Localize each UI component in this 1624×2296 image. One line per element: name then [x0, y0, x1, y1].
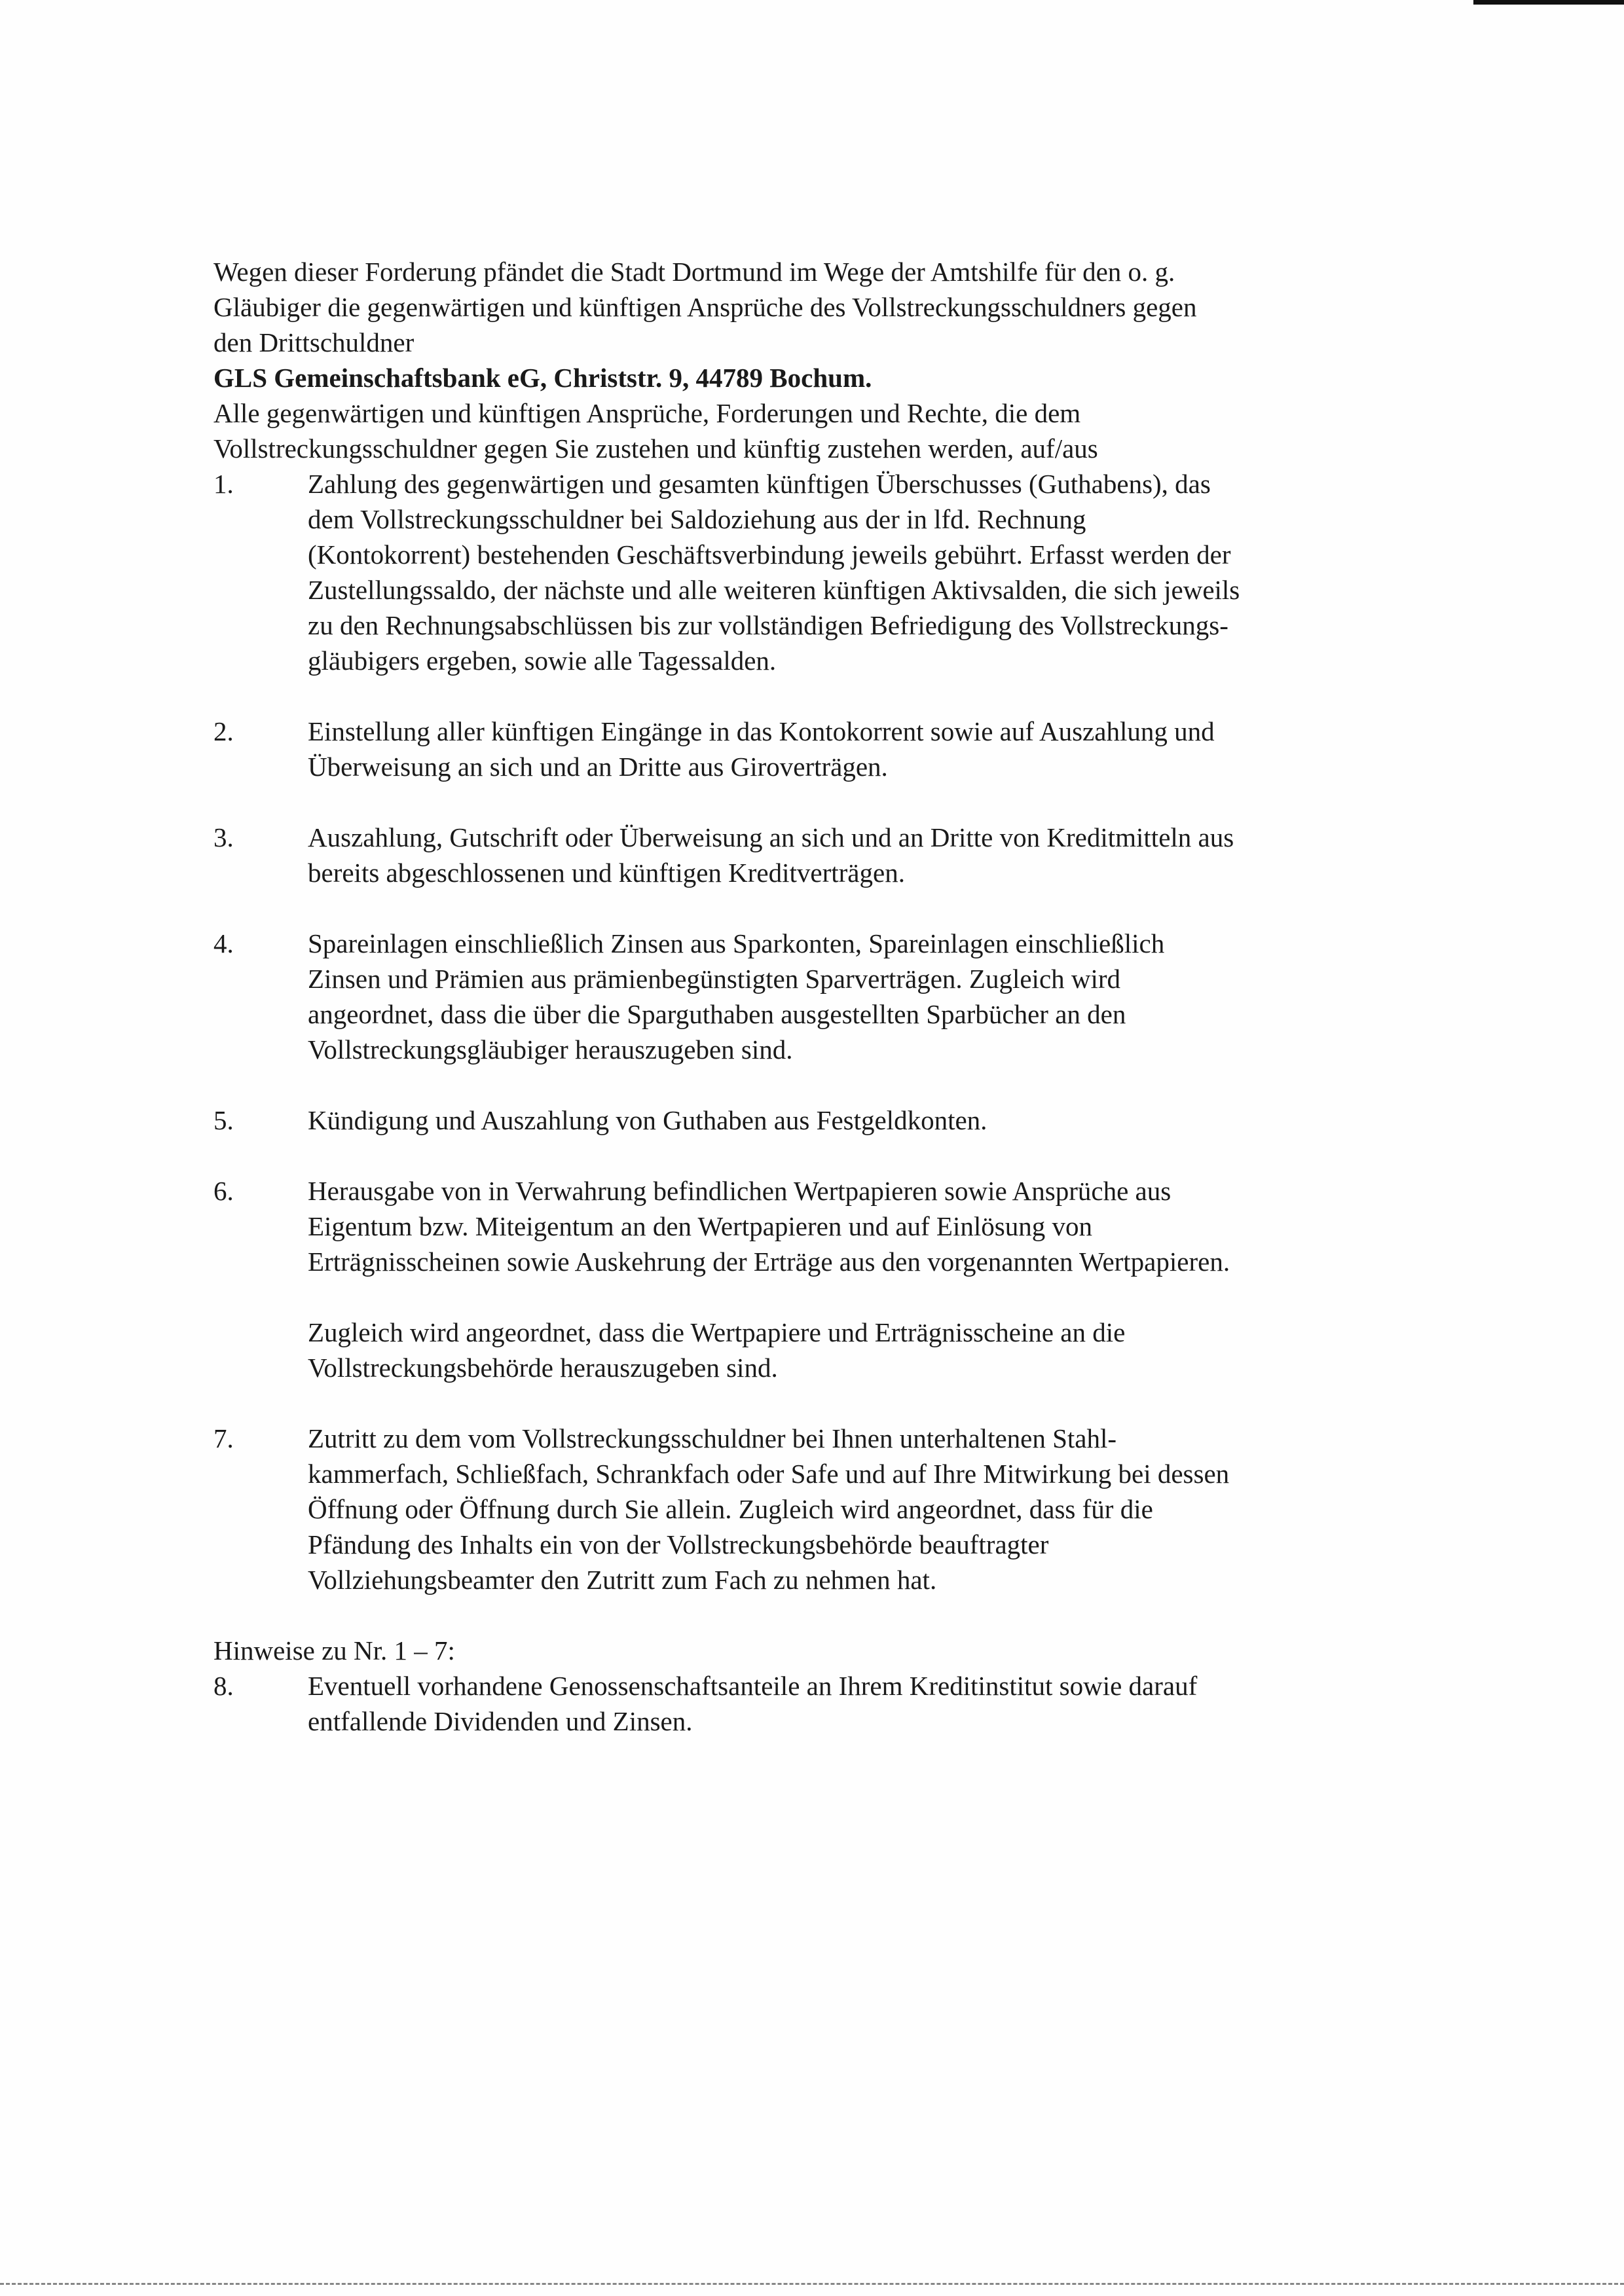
claims-intro-line: Alle gegenwärtigen und künftigen Ansprüche, Forderungen und Rechte, die dem: [213, 398, 1081, 428]
intro-paragraph: [213, 254, 1405, 360]
item-line: bereits abgeschlossenen und künftigen Kreditverträgen.: [308, 858, 905, 888]
item-number: [213, 1315, 308, 1385]
item-line: Zustellungssaldo, der nächste und alle weiteren künftigen Aktivsalden, die sich jeweils: [308, 575, 1240, 605]
item-line: Auszahlung, Gutschrift oder Überweisung an sich und an Dritte von Kreditmitteln aus: [308, 822, 1234, 852]
item-text: [308, 714, 1405, 784]
item-number: 3.: [213, 822, 234, 852]
item-text: [308, 1315, 1405, 1385]
item-line: Erträgnisscheinen sowie Auskehrung der Erträge aus den vorgenannten Wertpapieren.: [308, 1247, 1230, 1277]
list-item-1: [213, 466, 1405, 678]
item-line: Einstellung aller künftigen Eingänge in das Kontokorrent sowie auf Auszahlung und: [308, 716, 1215, 746]
notes-heading: Hinweise zu Nr. 1 – 7:: [213, 1635, 455, 1666]
item-line: entfallende Dividenden und Zinsen.: [308, 1706, 693, 1736]
item-line: Vollstreckungsgläubiger herauszugeben sind.: [308, 1034, 793, 1065]
item-line: Eigentum bzw. Miteigentum an den Wertpapieren und auf Einlösung von: [308, 1211, 1092, 1241]
bank-heading: GLS Gemeinschaftsbank eG, Christstr. 9, 44789 Bochum.: [213, 363, 872, 393]
document-body: [213, 254, 1405, 1774]
claims-intro-paragraph: [213, 395, 1405, 466]
item-text: [308, 1668, 1405, 1739]
item-number: 8.: [213, 1671, 234, 1701]
item-line: angeordnet, dass die über die Sparguthaben ausgestellten Sparbücher an den: [308, 999, 1126, 1029]
item-line: Überweisung an sich und an Dritte aus Giroverträgen.: [308, 752, 888, 782]
item-text: [308, 1102, 1405, 1138]
item-line: Pfändung des Inhalts ein von der Vollstreckungsbehörde beauftragter: [308, 1529, 1049, 1559]
item-line: zu den Rechnungsabschlüssen bis zur vollständigen Befriedigung des Vollstreckungs-: [308, 610, 1228, 640]
item-number: 1.: [213, 469, 234, 499]
item-text: [308, 926, 1405, 1067]
scan-bottom-edge: [0, 2283, 1624, 2287]
scan-edge-mark: [1473, 0, 1624, 5]
item-text: [308, 1421, 1405, 1597]
item-line: gläubigers ergeben, sowie alle Tagessalden.: [308, 646, 777, 676]
item-text: [308, 1173, 1405, 1279]
list-item-8: [213, 1668, 1405, 1739]
item-text: [308, 466, 1405, 678]
item-line: Vollstreckungsbehörde herauszugeben sind.: [308, 1353, 778, 1383]
list-item-6-addendum: [213, 1315, 1405, 1385]
list-item-6: [213, 1173, 1405, 1279]
list-item-5: [213, 1102, 1405, 1138]
list-item-4: [213, 926, 1405, 1067]
item-number: 6.: [213, 1176, 234, 1206]
intro-line: Gläubiger die gegenwärtigen und künftigen Ansprüche des Vollstreckungsschuldners gegen: [213, 292, 1197, 322]
item-line: Zahlung des gegenwärtigen und gesamten künftigen Überschusses (Guthabens), das: [308, 469, 1211, 499]
item-line: Zutritt zu dem vom Vollstreckungsschuldner bei Ihnen unterhaltenen Stahl-: [308, 1423, 1117, 1453]
list-item-2: [213, 714, 1405, 784]
list-item-7: [213, 1421, 1405, 1597]
item-number: 2.: [213, 716, 234, 746]
list-item-3: [213, 820, 1405, 890]
item-line: Spareinlagen einschließlich Zinsen aus Sparkonten, Spareinlagen einschließlich: [308, 928, 1165, 958]
item-line: (Kontokorrent) bestehenden Geschäftsverbindung jeweils gebührt. Erfasst werden der: [308, 539, 1231, 570]
intro-line: den Drittschuldner: [213, 327, 415, 357]
item-line: Zinsen und Prämien aus prämienbegünstigten Sparverträgen. Zugleich wird: [308, 964, 1121, 994]
item-number: 7.: [213, 1423, 234, 1453]
item-line: Herausgabe von in Verwahrung befindlichen Wertpapieren sowie Ansprüche aus: [308, 1176, 1172, 1206]
item-line: Öffnung oder Öffnung durch Sie allein. Zugleich wird angeordnet, dass für die: [308, 1494, 1153, 1524]
item-line: Kündigung und Auszahlung von Guthaben aus Festgeldkonten.: [308, 1105, 987, 1135]
item-line: Vollziehungsbeamter den Zutritt zum Fach zu nehmen hat.: [308, 1565, 937, 1595]
intro-line: Wegen dieser Forderung pfändet die Stadt Dortmund im Wege der Amtshilfe für den o. g.: [213, 257, 1175, 287]
item-line: kammerfach, Schließfach, Schrankfach oder Safe und auf Ihre Mitwirkung bei dessen: [308, 1459, 1230, 1489]
item-number: 5.: [213, 1105, 234, 1135]
item-line: Eventuell vorhandene Genossenschaftsanteile an Ihrem Kreditinstitut sowie darauf: [308, 1671, 1198, 1701]
item-number: 4.: [213, 928, 234, 958]
item-line: dem Vollstreckungsschuldner bei Saldoziehung aus der in lfd. Rechnung: [308, 504, 1086, 534]
item-line: Zugleich wird angeordnet, dass die Wertpapiere und Erträgnisscheine an die: [308, 1317, 1126, 1347]
claims-intro-line: Vollstreckungsschuldner gegen Sie zustehen und künftig zustehen werden, auf/aus: [213, 433, 1098, 464]
item-text: [308, 820, 1405, 890]
